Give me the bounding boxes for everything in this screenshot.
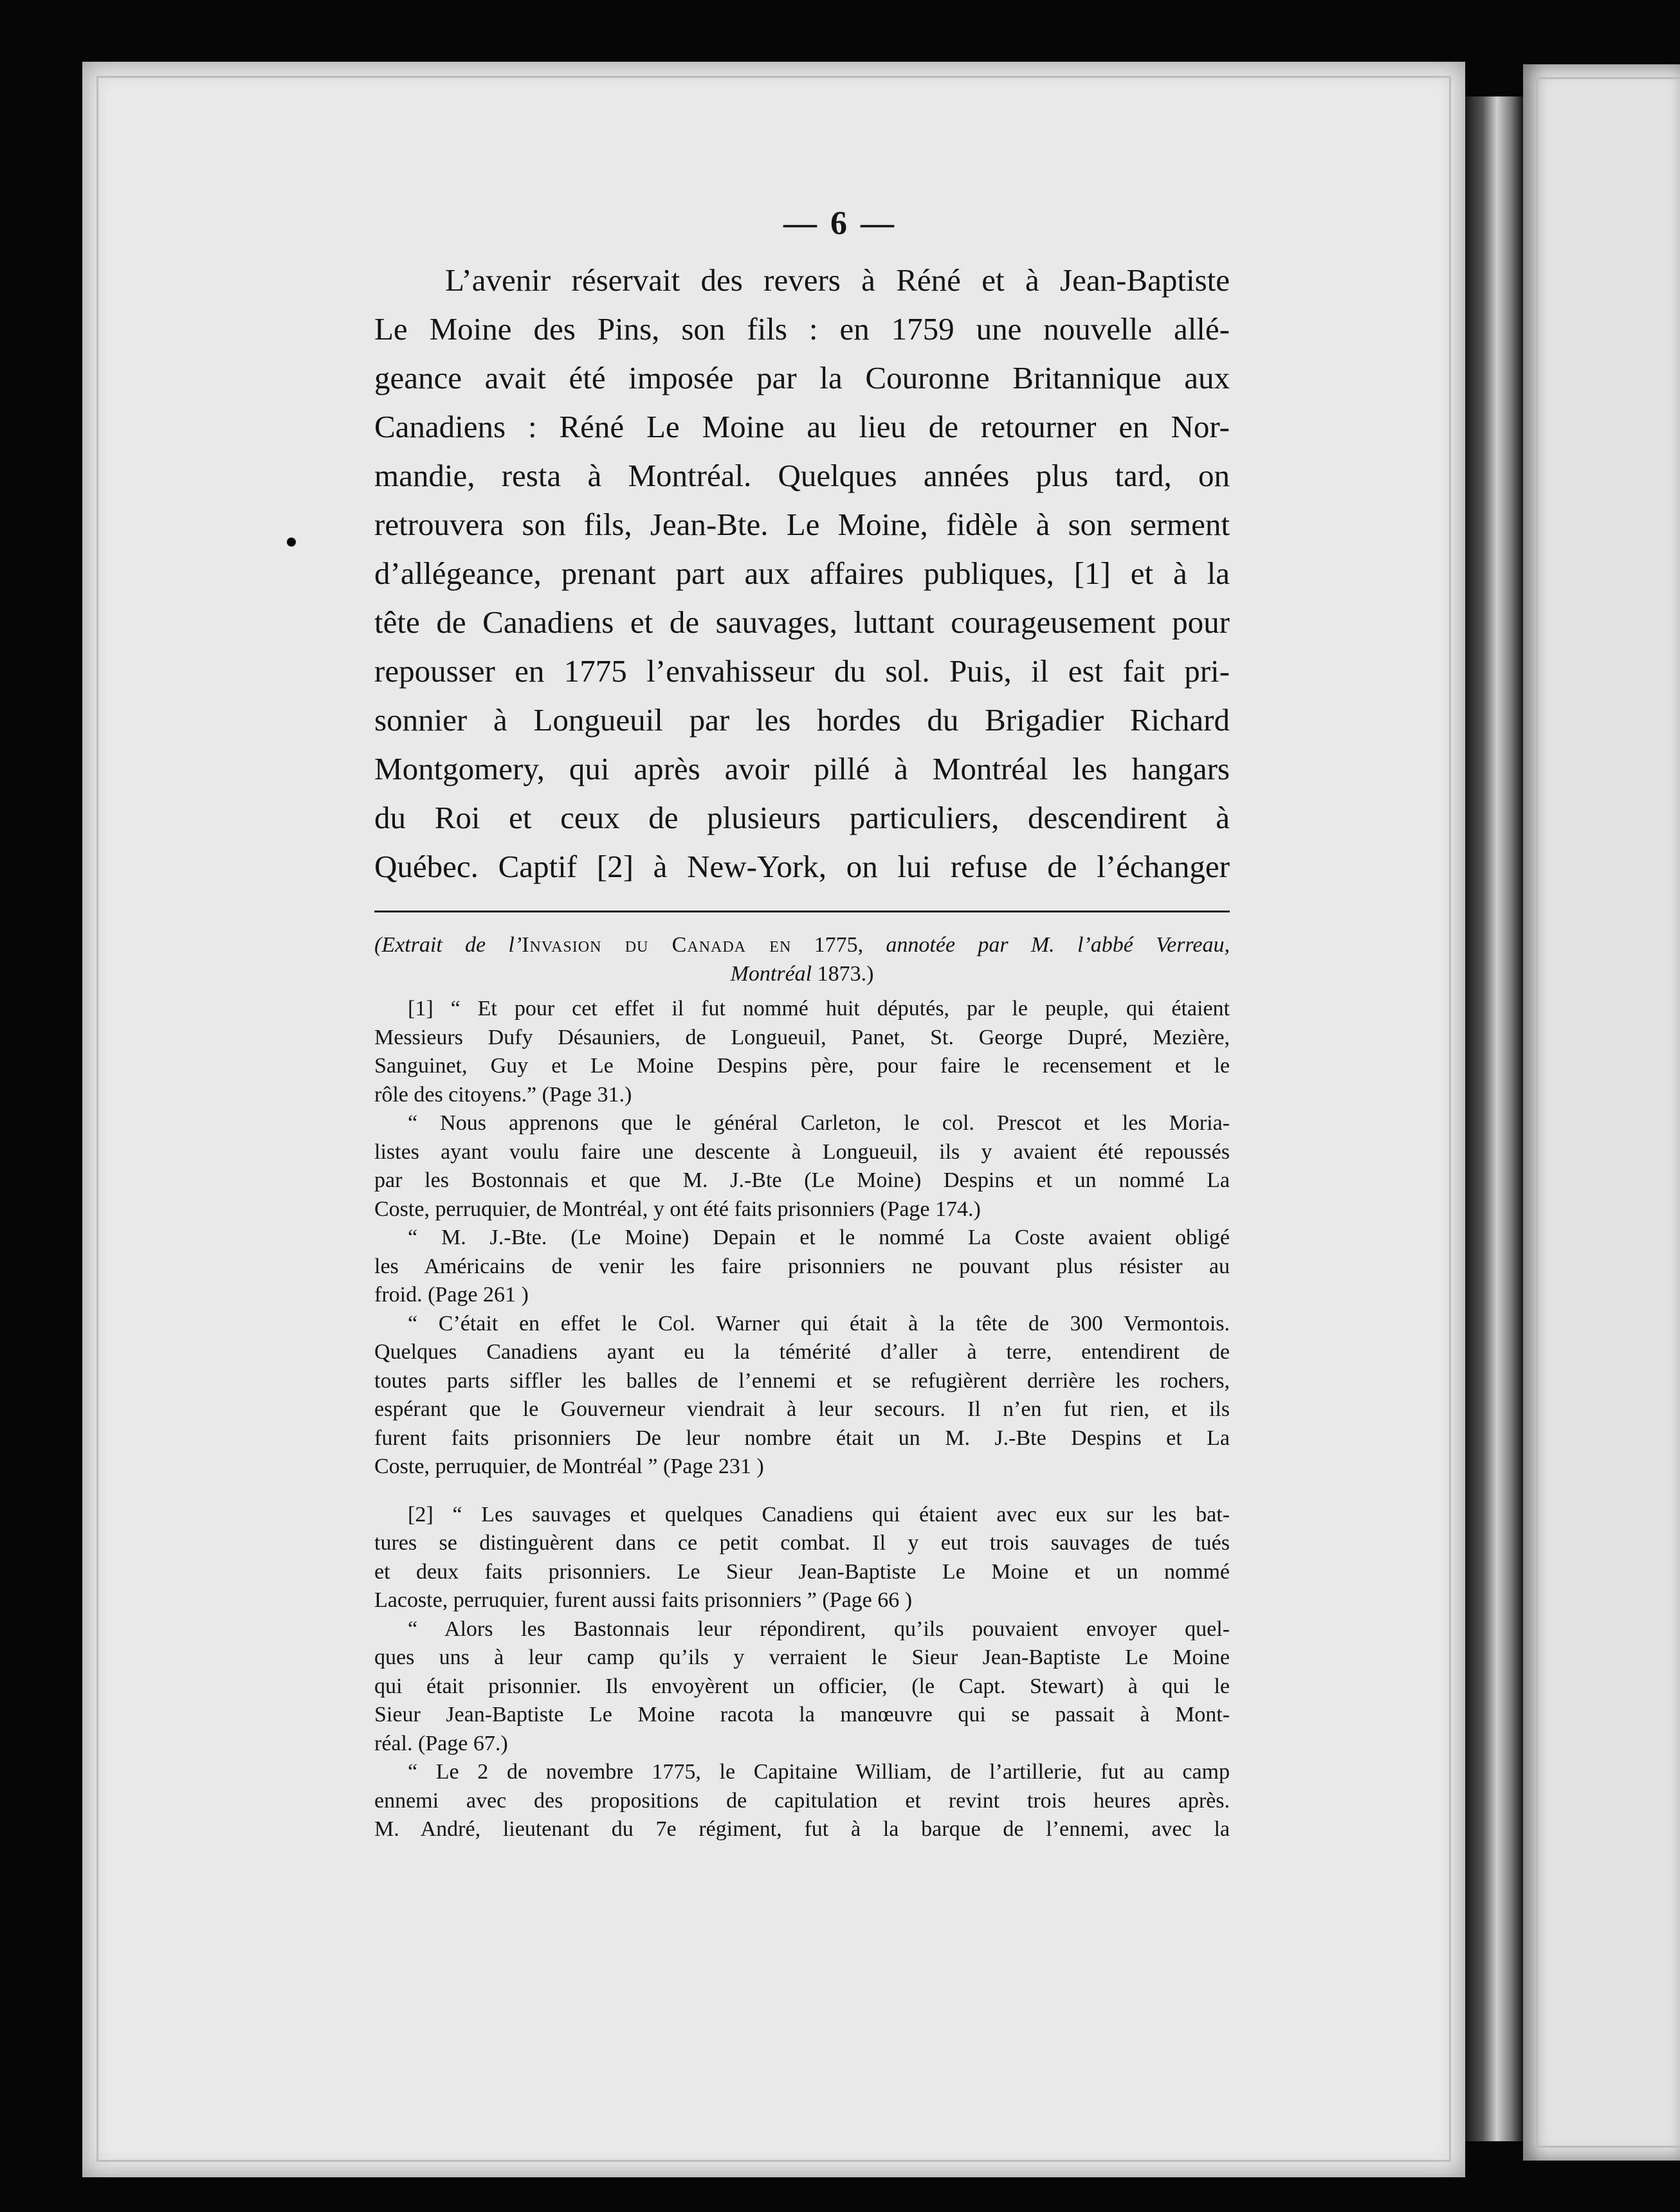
footnote-1-line: toutes parts siffler les balles de l’ennemi et se refugièrent derrière les rochers, — [374, 1368, 1230, 1393]
ink-speck — [287, 538, 296, 547]
footnote-2-line: Sieur Jean-Baptiste Le Moine racota la manœuvre qui se passait à Mont- — [374, 1703, 1230, 1727]
text-line: tête de Canadiens et de sauvages, luttant courageusement pour — [374, 604, 1230, 640]
page-number: — 6 — — [783, 205, 897, 242]
adjacent-page-border — [1536, 77, 1680, 2148]
footnote-2-line: “ Alors les Bastonnais leur répondirent, qu’ils pouvaient envoyer quel- — [408, 1617, 1230, 1641]
footnote-1-line: “ M. J.-Bte. (Le Moine) Depain et le nommé La Coste avaient obligé — [408, 1226, 1230, 1249]
source-citation — [374, 931, 1230, 960]
text-line: Québec. Captif [2] à New-York, on lui refuse de l’échanger — [374, 849, 1230, 884]
footnote-2-line: ques uns à leur camp qu’ils y verraient le Sieur Jean-Baptiste Le Moine — [374, 1645, 1230, 1669]
footnote-2-line: [2] “ Les sauvages et quelques Canadiens qui étaient avec eux sur les bat- — [408, 1502, 1230, 1527]
main-text — [374, 256, 1230, 891]
text-line: Le Moine des Pins, son fils : en 1759 une nouvelle allé- — [374, 311, 1230, 347]
footnote-1-line: Coste, perruquier, de Montréal ” (Page 231 ) — [374, 1455, 764, 1478]
footnotes — [374, 931, 1230, 1844]
source-close: 1873.) — [812, 961, 874, 986]
footnote-1-line: [1] “ Et pour cet effet il fut nommé huit députés, par le peuple, qui étaient — [408, 997, 1230, 1020]
footnote-1-line: “ C’était en effet le Col. Warner qui était à la tête de 300 Vermontois. — [408, 1311, 1230, 1336]
footnote-1-line: Quelques Canadiens ayant eu la témérité d’aller à terre, entendirent de — [374, 1340, 1230, 1364]
footnote-1-line: Sanguinet, Guy et Le Moine Despins père, pour faire le recensement et le — [374, 1054, 1230, 1078]
text-line: sonnier à Longueuil par les hordes du Brigadier Richard — [374, 702, 1230, 738]
text-line: geance avait été imposée par la Couronne Britannique aux — [374, 360, 1230, 395]
footnote-divider — [374, 911, 1230, 912]
text-line: Montgomery, qui après avoir pillé à Montréal les hangars — [374, 751, 1230, 786]
text-line: retrouvera son fils, Jean-Bte. Le Moine, fidèle à son serment — [374, 507, 1230, 542]
footnote-2-line: ennemi avec des propositions de capitulation et revint trois heures après. — [374, 1788, 1230, 1813]
text-line: repousser en 1775 l’envahisseur du sol. Puis, il est fait pri- — [374, 653, 1230, 689]
text-line: L’avenir réservait des revers à Réné et à Jean-Baptiste — [445, 262, 1230, 298]
source-annotation: annotée par M. l’abbé Verreau, — [886, 933, 1230, 957]
footnote-1-line: Messieurs Dufy Désauniers, de Longueuil, Panet, St. George Dupré, Mezière, — [374, 1025, 1230, 1049]
source-place: Montréal — [730, 961, 812, 986]
footnote-1-line: listes ayant voulu faire une descente à Longueuil, ils y avaient été repoussés — [374, 1139, 1230, 1164]
text-line: Canadiens : Réné Le Moine au lieu de retourner en Nor- — [374, 409, 1230, 444]
footnote-2-line: et deux faits prisonniers. Le Sieur Jean-Baptiste Le Moine et un nommé — [374, 1559, 1230, 1584]
footnote-1-line: “ Nous apprenons que le général Carleton, le col. Prescot et les Moria- — [408, 1111, 1230, 1135]
footnote-1-line: Coste, perruquier, de Montréal, y ont été faits prisonniers (Page 174.) — [374, 1197, 981, 1221]
source-open: (Extrait de l’ — [374, 933, 522, 957]
footnote-1-line: froid. (Page 261 ) — [374, 1283, 529, 1307]
footnote-1-line: furent faits prisonniers De leur nombre était un M. J.-Bte Despins et La — [374, 1426, 1230, 1450]
source-citation-cont — [374, 960, 1230, 989]
source-year: 1775, — [791, 933, 886, 957]
footnote-2-line: tures se distinguèrent dans ce petit combat. Il y eut trois sauvages de tués — [374, 1531, 1230, 1555]
footnote-2-line: Lacoste, perruquier, furent aussi faits prisonniers ” (Page 66 ) — [374, 1588, 913, 1612]
footnote-2-line: M. André, lieutenant du 7e régiment, fut à la barque de l’ennemi, avec la — [374, 1817, 1230, 1841]
footnote-2-line: réal. (Page 67.) — [374, 1731, 508, 1755]
source-title: Invasion du Canada en — [522, 933, 792, 957]
footnote-1-line: espérant que le Gouverneur viendrait à leur secours. Il n’en fut rien, et ils — [374, 1397, 1230, 1421]
text-line: d’allégeance, prenant part aux affaires publiques, [1] et à la — [374, 556, 1230, 591]
footnote-2-line: qui était prisonnier. Ils envoyèrent un officier, (le Capt. Stewart) à qui le — [374, 1674, 1230, 1698]
text-line: du Roi et ceux de plusieurs particuliers, descendirent à — [374, 800, 1230, 835]
footnote-1-line: par les Bostonnais et que M. J.-Bte (Le Moine) Despins et un nommé La — [374, 1168, 1230, 1192]
book-gutter — [1465, 96, 1523, 2141]
footnote-1-line: rôle des citoyens.” (Page 31.) — [374, 1082, 632, 1107]
footnote-1-line: les Américains de venir les faire prisonniers ne pouvant plus résister au — [374, 1254, 1230, 1278]
text-line: mandie, resta à Montréal. Quelques années plus tard, on — [374, 458, 1230, 493]
footnote-2-line: “ Le 2 de novembre 1775, le Capitaine William, de l’artillerie, fut au camp — [408, 1760, 1230, 1784]
